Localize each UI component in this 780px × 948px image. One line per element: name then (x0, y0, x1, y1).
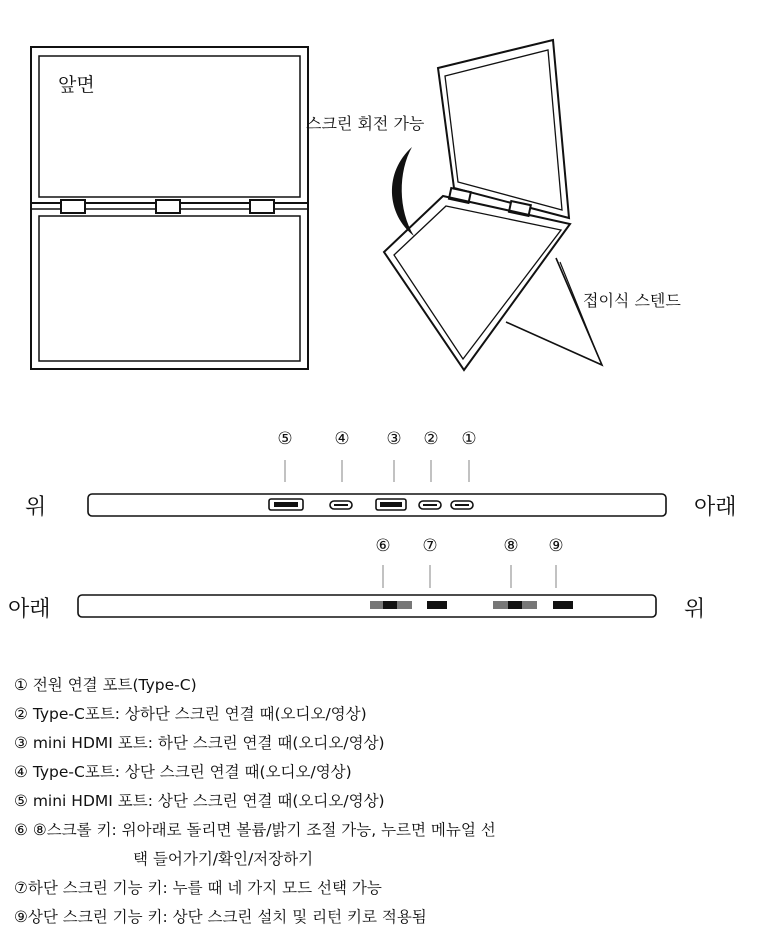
rotation-arrow (392, 147, 414, 236)
marker-6: ⑥ (375, 536, 391, 556)
marker-1: ① (461, 429, 477, 449)
marker-2: ② (423, 429, 439, 449)
function-key-7 (427, 601, 447, 609)
stand-label: 접이식 스텐드 (583, 291, 681, 310)
marker-8: ⑧ (503, 536, 519, 556)
top-edge-right-label: 아래 (694, 495, 737, 520)
legend-list (14, 671, 496, 932)
side-view (384, 40, 602, 370)
rotate-label: 스크린 회전 가능 (306, 114, 425, 133)
function-key-9 (553, 601, 573, 609)
marker-3: ③ (386, 429, 402, 449)
legend-item: ⑨상단 스크린 기능 키: 상단 스크린 설치 및 리턴 키로 적용됨 (14, 908, 427, 926)
bottom-edge-bar (78, 565, 656, 617)
legend-item-continued: 택 들어가기/확인/저장하기 (133, 850, 314, 868)
marker-4: ④ (334, 429, 350, 449)
marker-7: ⑦ (422, 536, 438, 556)
front-label: 앞면 (58, 74, 95, 96)
marker-5: ⑤ (277, 429, 293, 449)
bottom-edge-left-label: 아래 (8, 597, 51, 622)
bottom-edge-right-label: 위 (684, 597, 706, 622)
legend-item: ⑥ ⑧스크롤 키: 위아래로 돌리면 볼륨/밝기 조절 가능, 누르면 메뉴얼 선 (14, 821, 496, 839)
top-edge-bar (88, 460, 666, 516)
legend-item: ④ Type-C포트: 상단 스크린 연결 때(오디오/영상) (14, 763, 352, 781)
legend-item: ⑦하단 스크린 기능 키: 누를 때 네 가지 모드 선택 가능 (14, 879, 382, 897)
legend-item: ② Type-C포트: 상하단 스크린 연결 때(오디오/영상) (14, 705, 367, 723)
legend-item: ⑤ mini HDMI 포트: 상단 스크린 연결 때(오디오/영상) (14, 792, 385, 810)
marker-9: ⑨ (548, 536, 564, 556)
top-edge-left-label: 위 (25, 495, 47, 520)
legend-item: ① 전원 연결 포트(Type-C) (14, 676, 197, 694)
legend-item: ③ mini HDMI 포트: 하단 스크린 연결 때(오디오/영상) (14, 734, 385, 752)
